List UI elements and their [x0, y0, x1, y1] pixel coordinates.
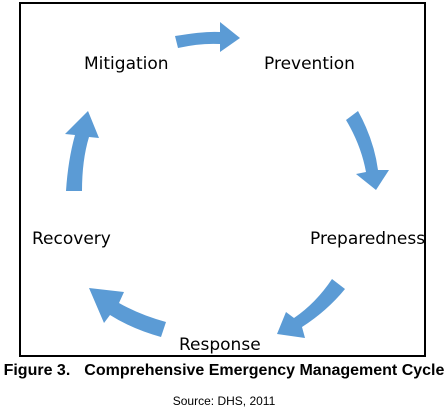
stage-preparedness-label: Preparedness	[310, 229, 426, 249]
figure-title: Comprehensive Emergency Management Cycle	[84, 362, 445, 379]
stage-response-label: Response	[179, 335, 261, 355]
figure-caption	[0, 362, 448, 380]
figure-number: Figure 3.	[3, 362, 71, 379]
arrow-response-to-recovery	[89, 288, 166, 337]
arrow-recovery-to-mitigation	[65, 111, 99, 191]
stage-mitigation-label: Mitigation	[84, 54, 169, 74]
stage-recovery-label: Recovery	[32, 229, 111, 249]
figure-source: Source: DHS, 2011	[172, 394, 276, 408]
arrow-preparedness-to-response	[277, 279, 345, 338]
arrow-mitigation-to-prevention	[175, 22, 240, 52]
stage-prevention-label: Prevention	[264, 54, 355, 74]
arrow-prevention-to-preparedness	[346, 111, 389, 190]
